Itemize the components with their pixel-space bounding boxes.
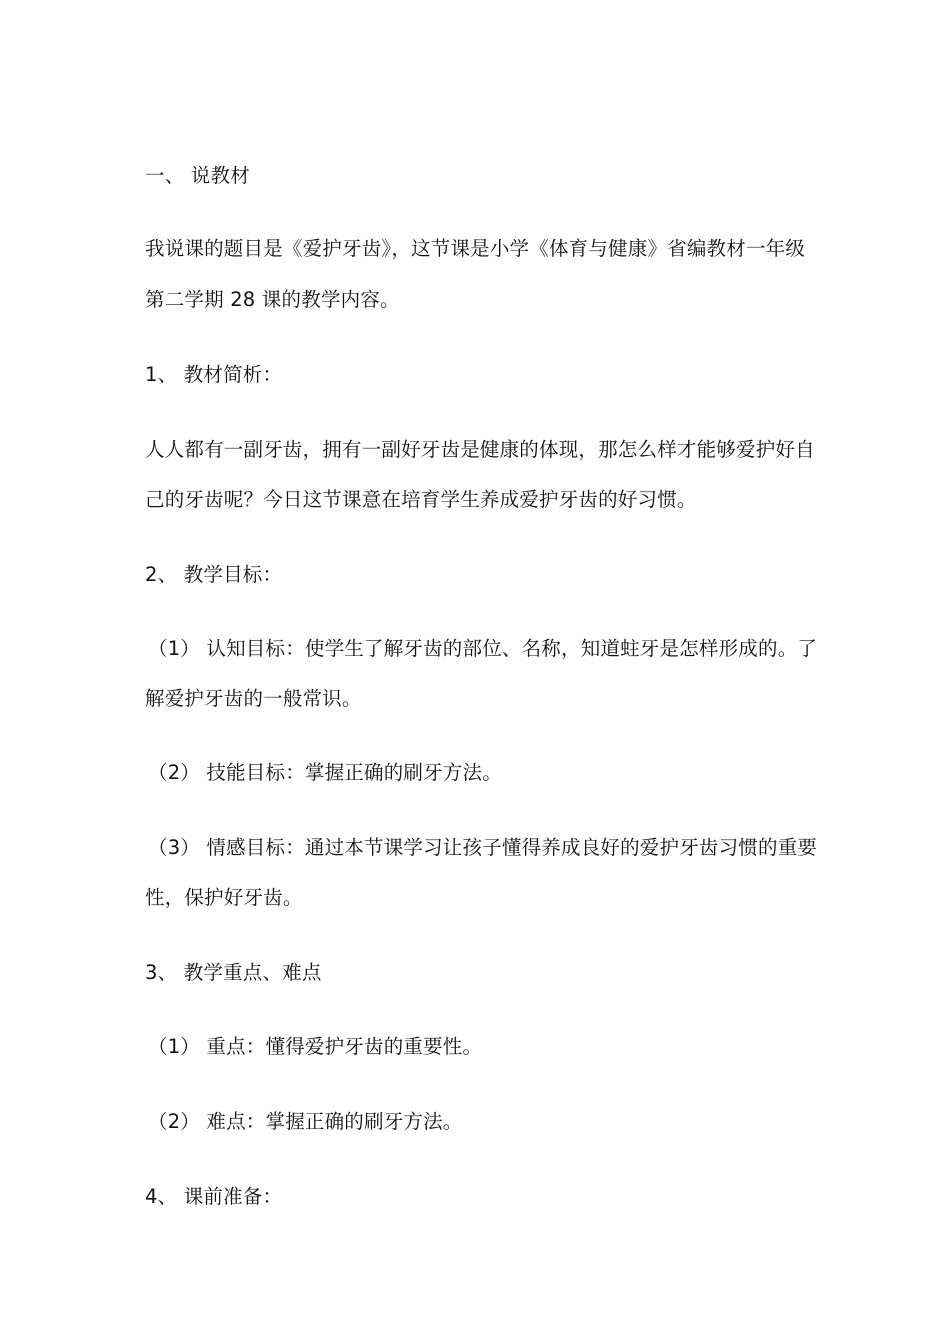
- list-item: （1） 重点：懂得爱护牙齿的重要性。: [148, 1035, 483, 1058]
- list-item: （2） 技能目标：掌握正确的刷牙方法。: [148, 761, 502, 784]
- paragraph-line: 性，保护好牙齿。: [145, 886, 303, 909]
- paragraph-line: 己的牙齿呢？今日这节课意在培育学生养成爱护牙齿的好习惯。: [145, 488, 697, 511]
- paragraph-line: 第二学期 28 课的教学内容。: [145, 288, 400, 311]
- subsection-heading: 4、 课前准备：: [145, 1185, 283, 1208]
- subsection-heading: 2、 教学目标：: [145, 563, 283, 586]
- paragraph-line: 人人都有一副牙齿，拥有一副好牙齿是健康的体现，那怎么样才能够爱护好自: [145, 438, 815, 461]
- subsection-heading: 3、 教学重点、难点: [145, 961, 322, 984]
- paragraph-line: 我说课的题目是《爱护牙齿》，这节课是小学《体育与健康》省编教材一年级: [145, 237, 806, 260]
- paragraph-line: 解爱护牙齿的一般常识。: [145, 687, 362, 710]
- list-item: （3） 情感目标：通过本节课学习让孩子懂得养成良好的爱护牙齿习惯的重要: [148, 836, 818, 859]
- list-item: （1） 认知目标：使学生了解牙齿的部位、名称，知道蛀牙是怎样形成的。了: [148, 637, 818, 660]
- section-heading-1: 一、 说教材: [145, 164, 250, 187]
- list-item: （2） 难点：掌握正确的刷牙方法。: [148, 1110, 463, 1133]
- subsection-heading: 1、 教材简析：: [145, 363, 283, 386]
